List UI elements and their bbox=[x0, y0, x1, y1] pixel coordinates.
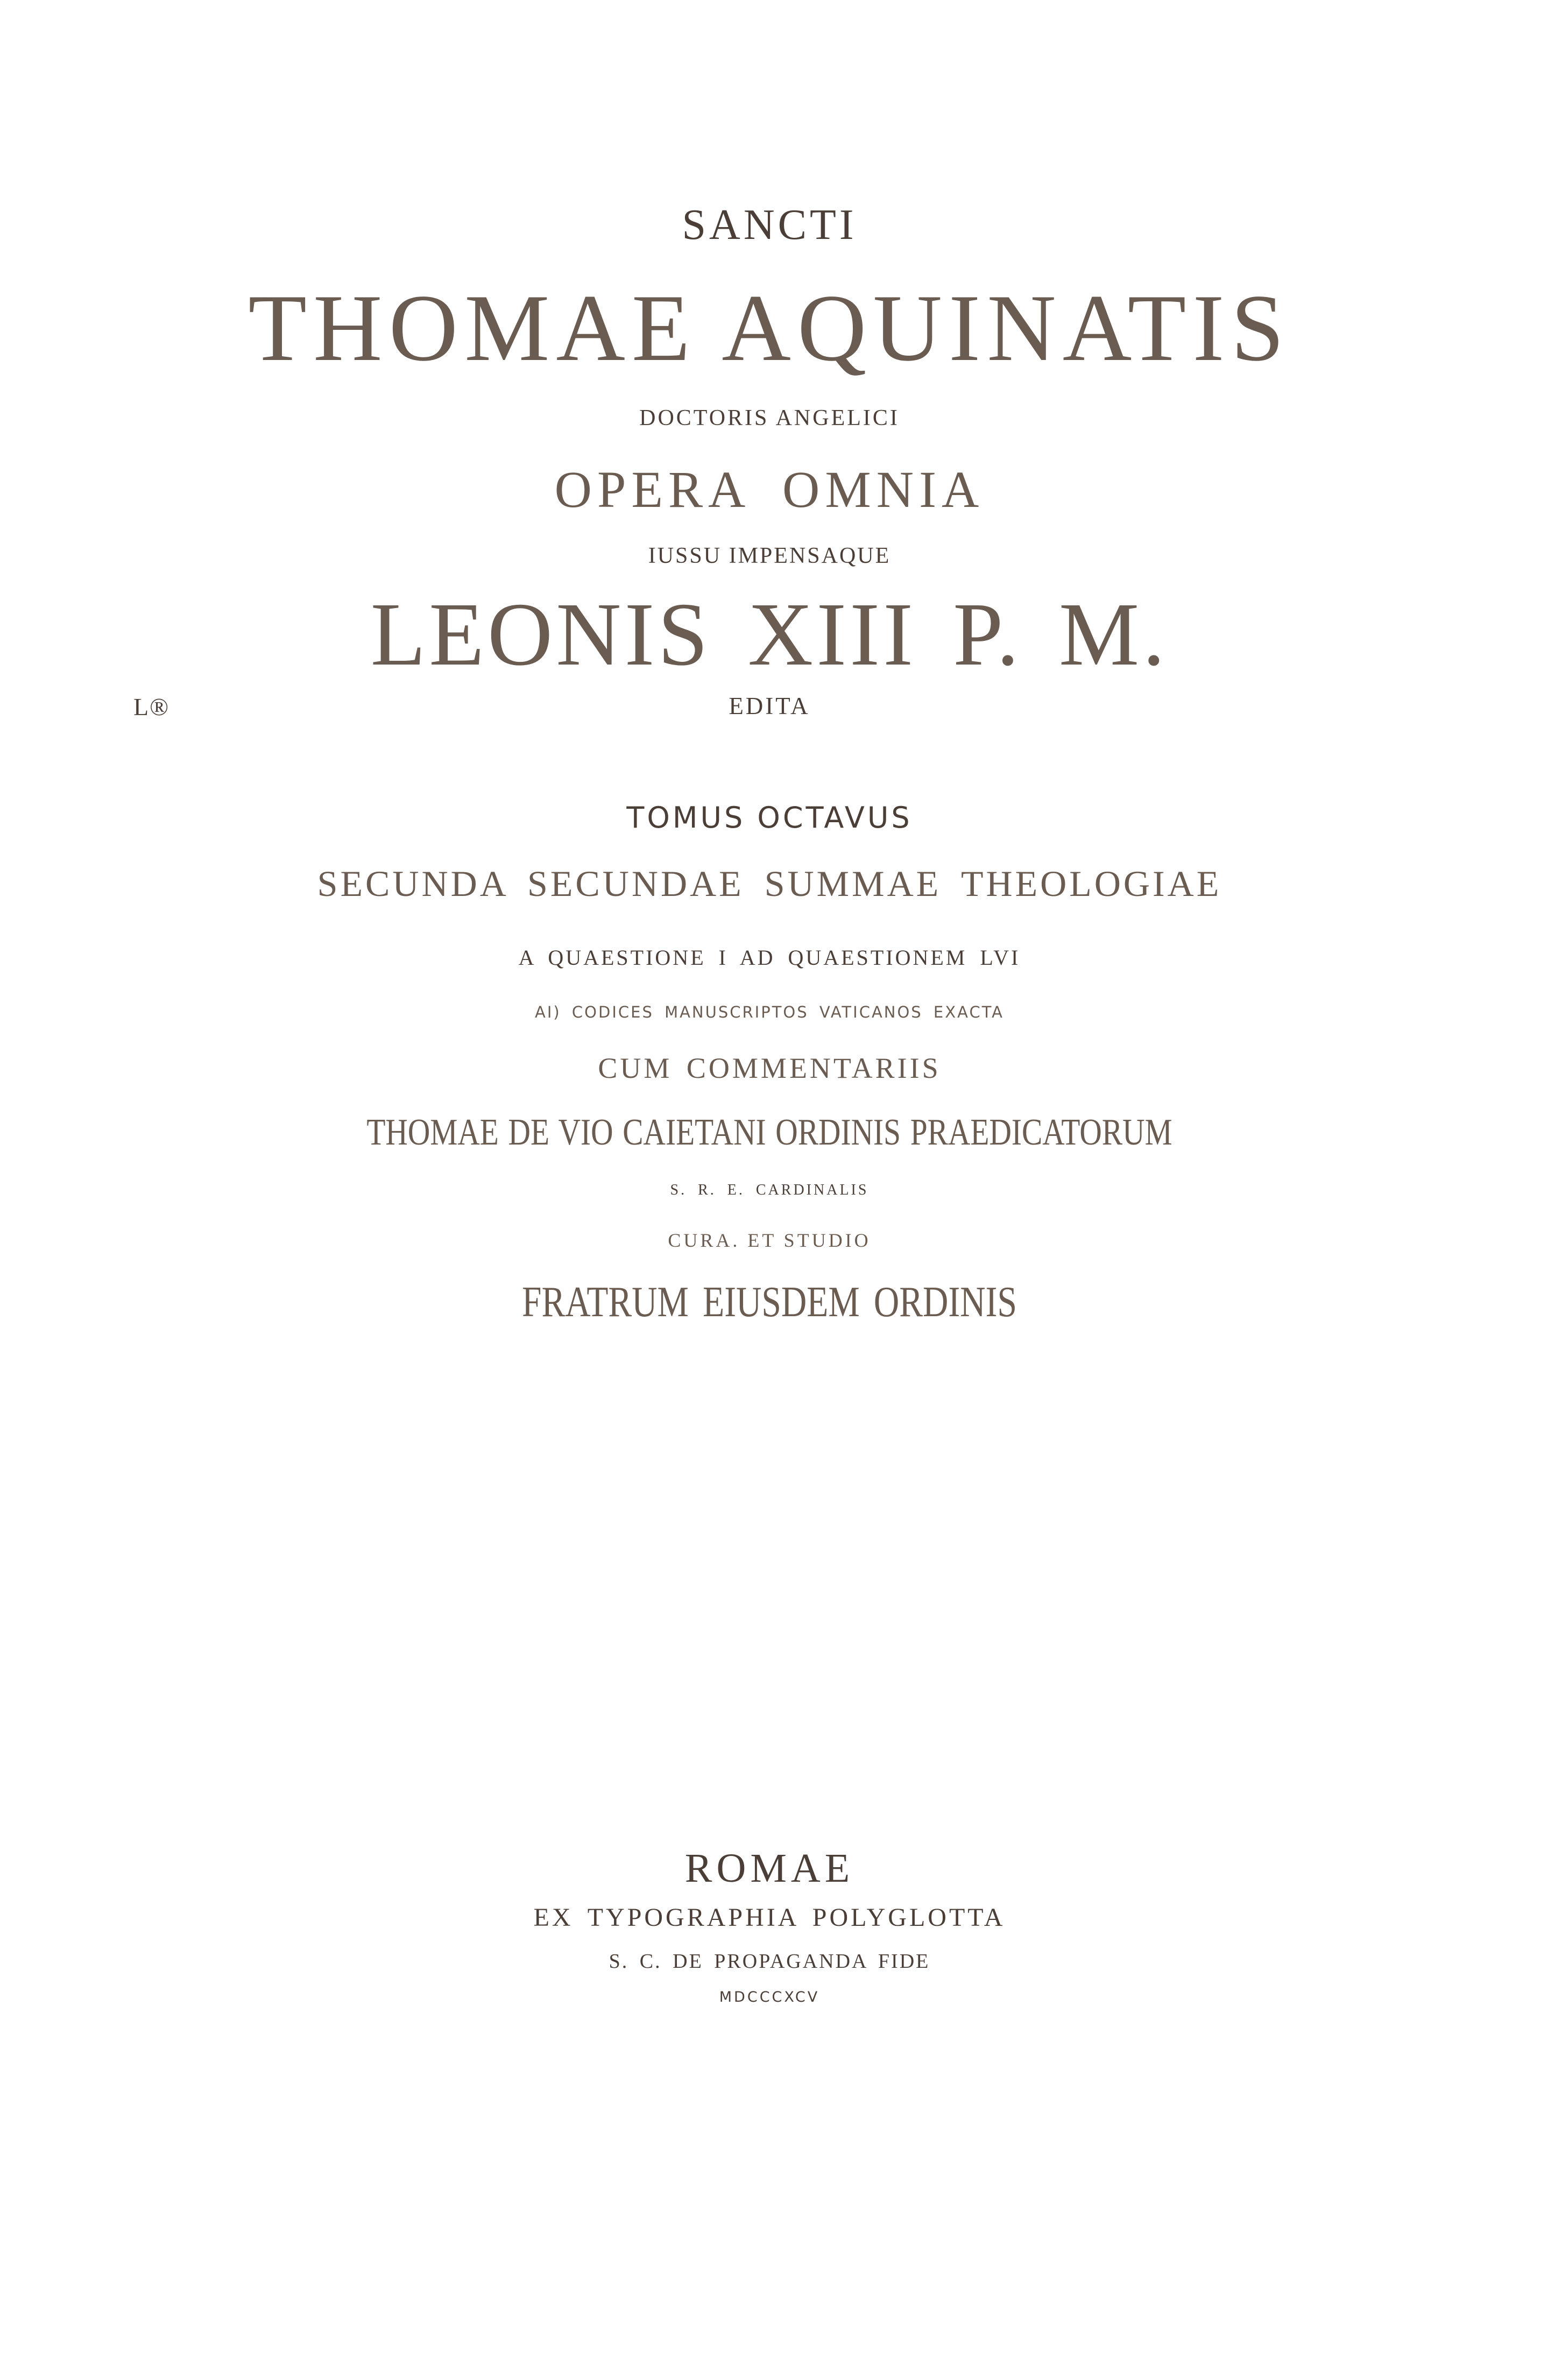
iussu-line: IUSSU IMPENSAQUE bbox=[648, 543, 891, 568]
edita-line: EDITA bbox=[729, 693, 810, 719]
volume-number: TOMUS OCTAVUS bbox=[626, 801, 913, 835]
cardinal-line: S. R. E. CARDINALIS bbox=[670, 1182, 869, 1198]
commentary-heading: CUM COMMENTARIIS bbox=[598, 1052, 941, 1084]
patron-title: LEONIS XIII P. M. bbox=[370, 584, 1169, 684]
epithet: DOCTORIS ANGELICI bbox=[639, 406, 900, 430]
work-title: SECUNDA SECUNDAE SUMMAE THEOLOGIAE bbox=[317, 863, 1222, 904]
sancti-heading: SANCTI bbox=[682, 201, 857, 249]
opera-omnia: OPERA OMNIA bbox=[554, 461, 985, 518]
imprint-press: EX TYPOGRAPHIA POLYGLOTTA bbox=[533, 1903, 1006, 1932]
editors-line: FRATRUM EIUSDEM ORDINIS bbox=[522, 1279, 1017, 1326]
question-range: A QUAESTIONE I AD QUAESTIONEM LVI bbox=[518, 945, 1021, 970]
imprint-congregation: S. C. DE PROPAGANDA FIDE bbox=[609, 1950, 930, 1973]
imprint-year: MDCCCXCV bbox=[719, 1989, 820, 2005]
cura-line: CURA. ET STUDIO bbox=[668, 1230, 871, 1251]
library-mark: L® bbox=[133, 693, 170, 721]
author-title: THOMAE AQUINATIS bbox=[248, 274, 1291, 381]
commentator-name: THOMAE DE VIO CAIETANI ORDINIS PRAEDICATORUM bbox=[366, 1112, 1172, 1153]
imprint-city: ROMAE bbox=[684, 1846, 854, 1891]
codices-line: AI) CODICES MANUSCRIPTOS VATICANOS EXACTA bbox=[534, 1003, 1004, 1021]
